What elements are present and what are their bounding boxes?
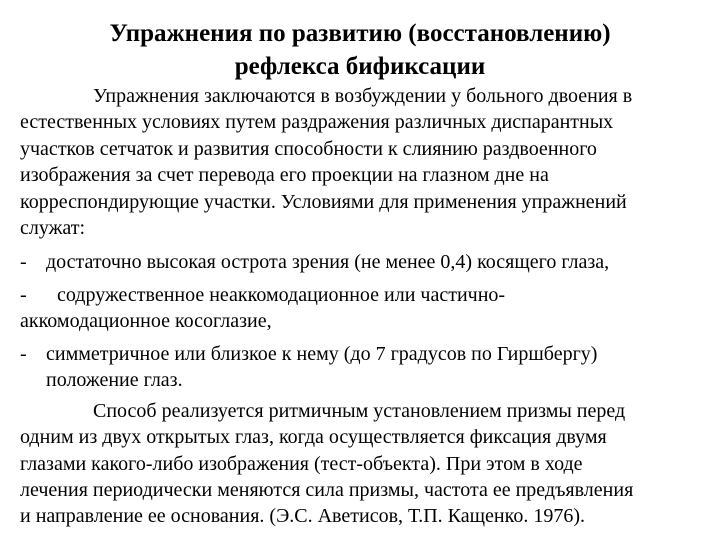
bullet-1-marker: -: [20, 251, 27, 273]
bullet-3-line-2: положение глаз.: [46, 369, 183, 391]
paragraph-1-line-3: участков сетчаток и развития способности к слиянию раздвоенного: [20, 138, 597, 160]
paragraph-1-line-1: Упражнения заключаются в возбуждении у больного двоения в: [93, 85, 633, 107]
bullet-3-marker: -: [20, 343, 27, 365]
bullet-3-line-1: симметричное или близкое к нему (до 7 градусов по Гиршбергу): [46, 343, 598, 365]
paragraph-1-line-4: изображения за счет перевода его проекции на глазном дне на: [20, 164, 549, 186]
paragraph-2-line-1: Способ реализуется ритмичным установлением призмы перед: [93, 400, 626, 422]
paragraph-1-line-2: естественных условиях путем раздражения различных диспарантных: [20, 111, 614, 133]
paragraph-1-line-5: корреспондирующие участки. Условиями для применения упражнений: [20, 191, 627, 213]
slide-title-line-1: Упражнения по развитию (восстановлению): [109, 20, 611, 47]
bullet-2-line-2: аккомодационное косоглазие,: [20, 310, 272, 332]
paragraph-2-line-5: и направление ее основания. (Э.С. Аветисов, Т.П. Кащенко. 1976).: [20, 505, 585, 527]
slide-title-line-2: рефлекса бификсации: [234, 53, 486, 80]
paragraph-2-line-4: лечения периодически меняются сила призмы, частота ее предъявления: [20, 479, 634, 501]
bullet-1-line-1: достаточно высокая острота зрения (не менее 0,4) косящего глаза,: [46, 251, 610, 273]
bullet-2-marker: -: [20, 284, 27, 306]
paragraph-2-line-2: одним из двух открытых глаз, когда осуществляется фиксация двумя: [20, 426, 607, 448]
paragraph-1-line-6: служат:: [20, 217, 86, 239]
paragraph-2-line-3: глазами какого-либо изображения (тест-объекта). При этом в ходе: [20, 453, 583, 475]
bullet-2-line-1: содружественное неаккомодационное или частично-: [57, 284, 506, 306]
